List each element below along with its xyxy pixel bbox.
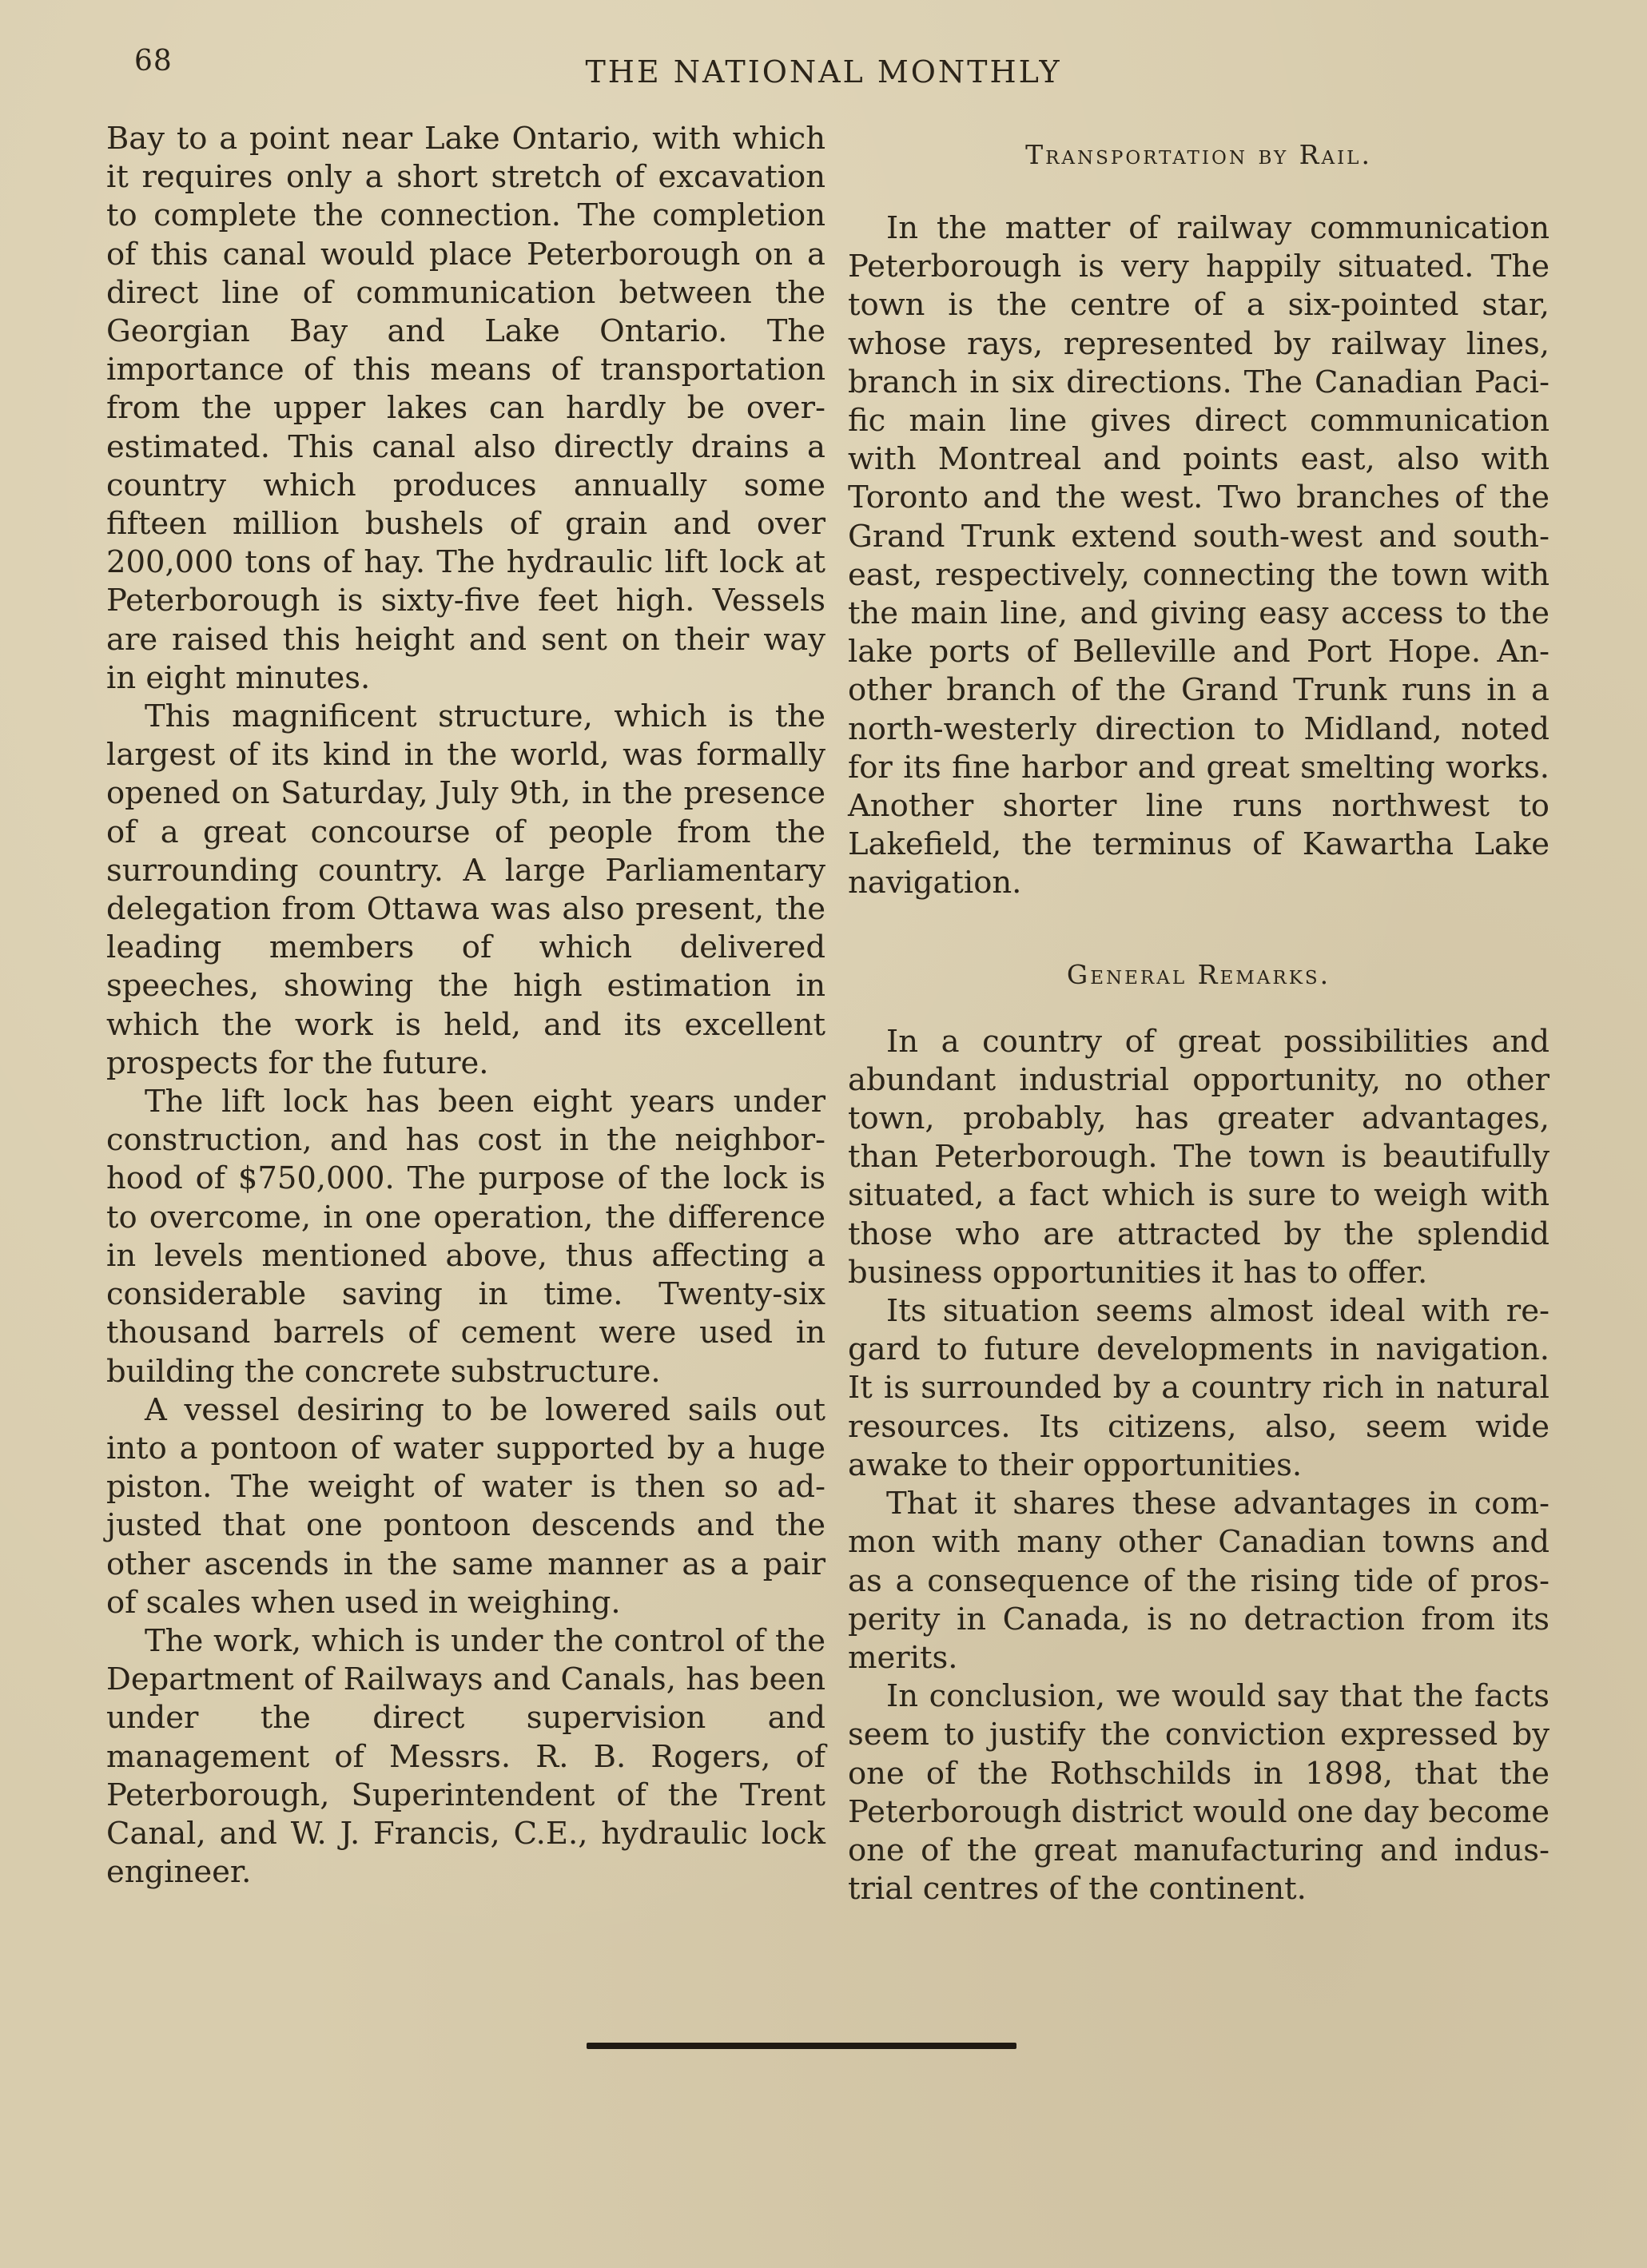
section-heading-transportation: Transportation by Rail. [1025,139,1372,170]
paragraph: That it shares these advantages in common with many other Canadian towns and as a consequence of the rising tide of prosperity in Canada, is no detraction from its merits. [848,1486,1550,1676]
paragraph: Bay to a point near Lake Ontario, with which it requires only a short stretch of excavation to complete the connection. The completion of this canal would place Peterborough on a direct line of communication between the Georgian Bay and Lake Ontario. The importance of this means of transportation from the upper lakes can hardly be over-estimated. This canal also directly drains a country which produces annually some fifteen million bushels of grain and over 200,000 tons of hay. The hydraulic lift lock at Peterborough is sixty-five feet high. Vessels are raised this height and sent on their way in eight minutes. [106,121,825,696]
paragraph: This magnificent structure, which is the largest of its kind in the world, was formally opened on Saturday, July 9th, in the presence of a great concourse of people from the surrounding country. A large Parliamentary delegation from Ottawa was also present, the leading members of which delivered speeches, showing the high estimation in which the work is held, and its excellent prospects for the future. [106,698,825,1081]
paragraph: In the matter of railway communication Peterborough is very happily situated. The town is the centre of a six-pointed star, whose rays, represented by railway lines, branch in six directions. The Canadian Pacific main line gives direct communication with Montreal and points east, also with Toronto and the west. Two branches of the Grand Trunk extend south-west and south-east, respectively, connecting the town with the main line, and giving easy access to the lake ports of Belleville and Port Hope. Another branch of the Grand Trunk runs in a north-westerly direction to Midland, noted for its fine harbor and great smelting works. Another shorter line runs northwest to Lakefield, the terminus of Kawartha Lake navigation. [848,210,1550,901]
paragraph: The work, which is under the control of the Department of Railways and Canals, has been under the direct supervision and management of Messrs. R. B. Rogers, of Peterborough, Superintendent of the Trent Canal, and W. J. Francis, C.E., hydraulic lock engineer. [106,1622,825,1891]
paragraph: Its situation seems almost ideal with regard to future developments in navigation. It is surrounded by a country rich in natural resources. Its citizens, also, seem wide awake to their opportunities. [848,1293,1550,1483]
paragraph: The lift lock has been eight years under construction, and has cost in the neighborhood of $750,000. The purpose of the lock is to overcome, in one operation, the difference in levels mentioned above, thus affecting a considerable saving in time. Twenty-six thousand barrels of cement were used in building the concrete substructure. [106,1084,825,1390]
page-number: 68 [134,45,173,78]
left-column [106,120,825,1892]
paragraph: A vessel desiring to be lowered sails out into a pontoon of water supported by a huge piston. The weight of water is then so adjusted that one pontoon descends and the other ascends in the same manner as a pair of scales when used in weighing. [106,1391,825,1621]
running-title: THE NATIONAL MONTHLY [585,54,1062,90]
end-of-article-rule [587,2043,1016,2049]
paragraph: In a country of great possibilities and abundant industrial opportunity, no other town, probably, has greater advantages, than Peterborough. The town is beautifully situated, a fact which is sure to weigh with those who are attracted by the splendid business opportunities it has to offer. [848,1023,1550,1291]
paragraph: In conclusion, we would say that the facts seem to justify the conviction expressed by one of the Rothschilds in 1898, that the Peterborough district would one day become one of the great manufacturing and industrial centres of the continent. [848,1678,1550,1908]
right-column [848,120,1550,1908]
section-heading-general-remarks: General Remarks. [1066,958,1331,990]
